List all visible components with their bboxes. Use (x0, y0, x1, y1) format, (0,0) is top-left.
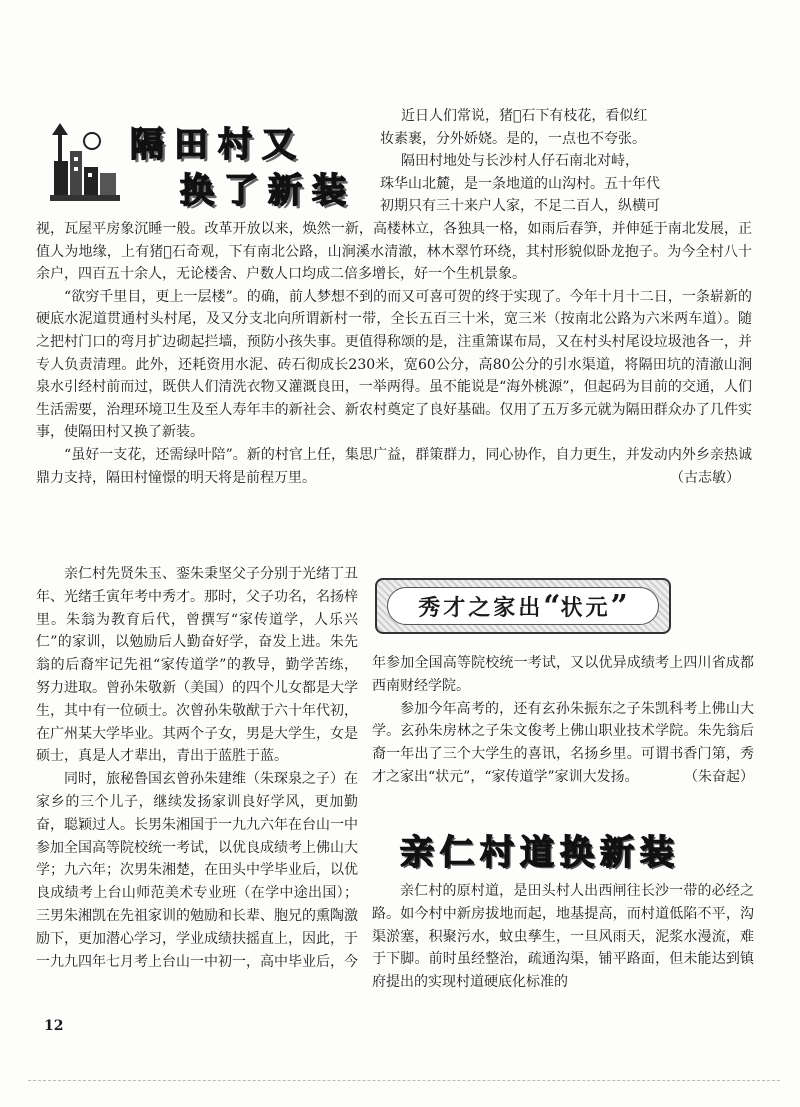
paragraph: 亲仁村的原村道，是田头村人出西闸往长沙一带的必经之路。如今村中新房拔地而起，地基提高，而村道低陷不平，沟渠淤塞，积聚污水，蚊虫孳生，一旦风雨天，泥浆水漫流，难于下脚。前时虽经整治，疏通沟渠，铺平路面，但未能达到镇府提出的实现村道硬底化标准的 (372, 883, 754, 991)
intro-line: 初期只有三十来户人家，不足二百人，纵横可 (380, 198, 660, 215)
article1-title-line1: 隔田村又 (130, 125, 306, 165)
village-illustration-icon (50, 121, 120, 201)
article2-title: 秀才之家出 “ 状元 ” (387, 587, 659, 625)
article1-heading (50, 113, 370, 211)
bottom-divider (28, 1080, 780, 1081)
article3-heading: 亲仁村道换新装 (400, 833, 680, 873)
article2-right-column (372, 652, 754, 789)
article2-heading (375, 578, 671, 634)
intro-line: 近日人们常说，猪𡶛石下有枝花，看似红 (401, 108, 648, 124)
article2-title-quoted: 状元 (560, 594, 611, 621)
article2-left-column (36, 563, 358, 973)
paragraph: “虽好一支花，还需绿叶陪”。新的村官上任，集思广益，群策群力，同心协作，自力更生，并发动内外乡亲热诚鼎力支持，隔田村憧憬的明天将是前程万里。 (36, 446, 752, 486)
article2-title-pre: 秀才之家出 (418, 594, 544, 621)
intro-line: 隔田村地处与长沙村人仔石南北对峙， (401, 153, 639, 170)
paragraph: 亲仁村先贤朱玉、銮朱秉坚父子分别于光绪丁丑年、光绪壬寅年考中秀才。那时，父子功名，名扬梓里。朱翁为教育后代，曾撰写“家传道学，人乐兴仁”的家训，以勉励后人勤奋好学，奋发上进。朱先翁的后裔牢记先祖“家传道学”的教导，勤学苦练，努力进取。曾孙朱敬新（美国）的四个儿女都是大学生，其中有一位硕士。次曾孙朱敬猷于六十年代初，在广州某大学毕业。其两个子女，男是大学生，女是硕士，真是人才辈出，青出于蓝胜于蓝。 (36, 566, 358, 765)
paragraph: 同时，旅秘鲁国玄曾孙朱建维（朱琛泉之子）在家乡的三个儿子，继续发扬家训良好学风，更加勤奋，聪颖过人。长男朱湘国于一九九六年在台山一中参加全国高等院校统一考试，以优良成绩考上佛山大学；九六年；次男朱湘楚，在田头中学毕业后，以优良成绩考上台山师范美术专业班（在学中途出国）；三男朱湘凯在先祖家训的勉励和长辈、胞兄的熏陶激励下，更加潜心学习，学业成绩扶摇直上，因此，于一九九四年七月考上台山一中初一，高中毕业后，今 (36, 771, 358, 970)
article1-body (36, 218, 752, 489)
paragraph: 参加今年高考的，还有玄孙朱振东之子朱凯科考上佛山大学。玄孙朱房林之子朱文俊考上佛山职业技术学院。朱先翁后裔一年出了三个大学生的喜讯，名扬乡里。可谓书香门第，秀才之家出“状元”，“家传道学”家训大发扬。 (372, 700, 754, 785)
intro-line: 妆素裹，分外娇娆。是的，一点也不夸张。 (380, 130, 646, 147)
intro-line: 珠华山北麓，是一条地道的山沟村。五十年代 (380, 175, 660, 192)
paragraph: 视，瓦屋平房象沉睡一般。改革开放以来，焕然一新，高楼林立，各独具一格，如雨后春笋，并伸延于南北发展，正值人为地缘，上有猪𡶛石奇观，下有南北公路，山涧溪水清澈，林木翠竹环绕，其村形貌似卧龙抱子。为今全村八十余户，四百五十余人，无论楼舍、户数人口均成二倍多增长，好一个生机景象。 (36, 221, 752, 283)
paragraph: 年参加全国高等院校统一考试，又以优异成绩考上四川省成都西南财经学院。 (372, 655, 754, 694)
paragraph: “欲穷千里目，更上一层楼”。的确，前人梦想不到的而又可喜可贺的终于实现了。今年十月十二日，一条崭新的硬底水泥道贯通村头村尾，及又分支北向所谓新村一带，全长五百三十米，宽三米（按南北公路为六米两车道）。随之把村门口的弯月扩边砌起拦墙，预防小孩失事。更值得称颂的是，注重箫谋布局，又在村头村尾设垃圾池各一，并专人负责清理。此外，还耗资用水泥、砖石彻成长230米，宽60公分，高80公分的引水渠道，将隔田坑的清澈山涧泉水引经村前而过，既供人们清洗衣物又灌溉良田，一举两得。虽不能说是“海外桃源”，但起码为目前的交通，人们生活需要，治理环境卫生及至人寿年丰的新社会、新农村奠定了良好基础。仅用了五万多元就为隔田群众办了几件实事，使隔田村又换了新装。 (36, 288, 752, 441)
article1-author: （古志敏） (670, 469, 740, 486)
article3-body (372, 880, 754, 994)
article2-author: （朱奋起） (684, 768, 754, 785)
page-number: 12 (44, 1018, 64, 1034)
article1-intro (380, 105, 752, 218)
article1-title-line2: 换了新装 (180, 171, 356, 211)
